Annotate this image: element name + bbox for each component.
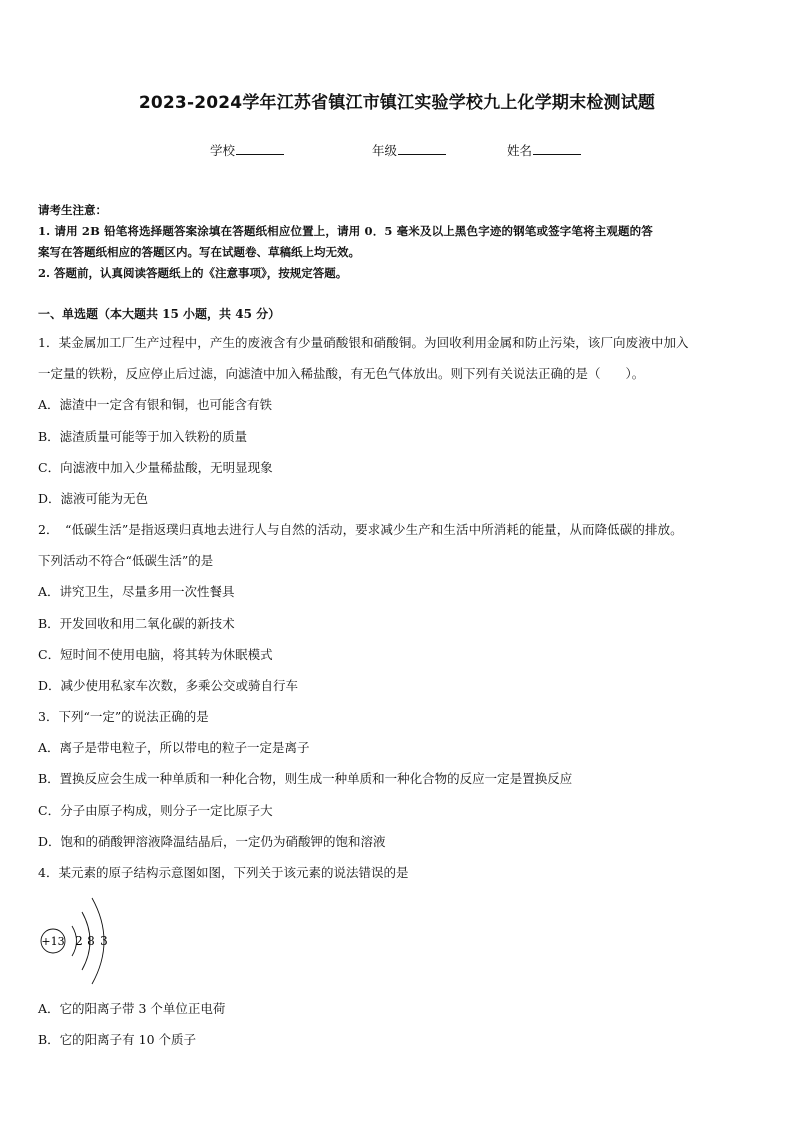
q3-stem-line-1: 3．下列“一定”的说法正确的是 xyxy=(38,709,209,724)
q2-option-b: B．开发回收和用二氧化碳的新技术 xyxy=(38,616,235,631)
exam-title: 2023-2024学年江苏省镇江市镇江实验学校九上化学期末检测试题 xyxy=(138,93,656,113)
q1-option-a: A．滤渣中一定含有银和铜，也可能含有铁 xyxy=(38,397,273,412)
q1-option-d: D．滤液可能为无色 xyxy=(38,491,149,506)
shell-3-electrons: 3 xyxy=(100,934,108,948)
school-label: 学校 xyxy=(210,143,236,158)
q3-option-b: B．置换反应会生成一种单质和一种化合物，则生成一种单质和一种化合物的反应一定是置换反应 xyxy=(38,771,573,786)
q2-stem-line-1: 2． “低碳生活”是指返璞归真地去进行人与自然的活动，要求减少生产和生活中所消耗的能量，从而降低碳的排放。 xyxy=(38,522,683,537)
notice-heading: 请考生注意： xyxy=(38,203,107,217)
q2-stem-line-2: 下列活动不符合“低碳生活”的是 xyxy=(38,553,214,568)
q1-option-c: C．向滤液中加入少量稀盐酸，无明显现象 xyxy=(38,460,273,475)
q4-option-b: B．它的阳离子有 10 个质子 xyxy=(38,1032,197,1047)
student-info-row xyxy=(0,141,794,161)
q1-stem-line-1: 1．某金属加工厂生产过程中，产生的废液含有少量硝酸银和硝酸铜。为回收利用金属和防止污染，该厂向废液中加入 xyxy=(38,335,689,350)
section-heading: 一、单选题（本大题共 15 小题，共 45 分） xyxy=(38,307,281,321)
q3-option-d: D．饱和的硝酸钾溶液降温结晶后，一定仍为硝酸钾的饱和溶液 xyxy=(38,834,386,849)
name-label: 姓名 xyxy=(507,143,533,158)
q4-stem-line-1: 4．某元素的原子结构示意图如图，下列关于该元素的说法错误的是 xyxy=(38,865,409,880)
notice-item-1-line-2: 案写在答题纸相应的答题区内。写在试题卷、草稿纸上均无效。 xyxy=(38,245,360,259)
grade-blank xyxy=(398,142,446,155)
q4-option-a: A．它的阳离子带 3 个单位正电荷 xyxy=(38,1001,226,1016)
q2-option-a: A．讲究卫生，尽量多用一次性餐具 xyxy=(38,584,235,599)
school-field xyxy=(210,141,284,159)
q3-option-c: C．分子由原子构成，则分子一定比原子大 xyxy=(38,803,273,818)
name-field xyxy=(507,141,581,159)
school-blank xyxy=(236,142,284,155)
q2-option-c: C．短时间不使用电脑，将其转为休眠模式 xyxy=(38,647,273,662)
shell-2-electrons: 8 xyxy=(87,934,95,948)
q3-option-a: A．离子是带电粒子，所以带电的粒子一定是离子 xyxy=(38,740,310,755)
nucleus-charge: +13 xyxy=(41,935,65,948)
name-blank xyxy=(533,142,581,155)
shell-1-electrons: 2 xyxy=(75,934,83,948)
notice-item-2: 2. 答题前，认真阅读答题纸上的《注意事项》，按规定答题。 xyxy=(38,266,348,280)
q2-option-d: D．减少使用私家车次数，多乘公交或骑自行车 xyxy=(38,678,299,693)
atom-structure-diagram xyxy=(34,888,124,988)
notice-item-1-line-1: 1. 请用 2B 铅笔将选择题答案涂填在答题纸相应位置上，请用 0．5 毫米及以上黑色字迹的钢笔或签字笔将主观题的答 xyxy=(38,224,653,238)
grade-label: 年级 xyxy=(372,143,398,158)
q1-stem-line-2: 一定量的铁粉，反应停止后过滤，向滤渣中加入稀盐酸，有无色气体放出。则下列有关说法正确的是（ ）。 xyxy=(38,366,645,381)
grade-field xyxy=(372,141,446,159)
q1-option-b: B．滤渣质量可能等于加入铁粉的质量 xyxy=(38,429,248,444)
